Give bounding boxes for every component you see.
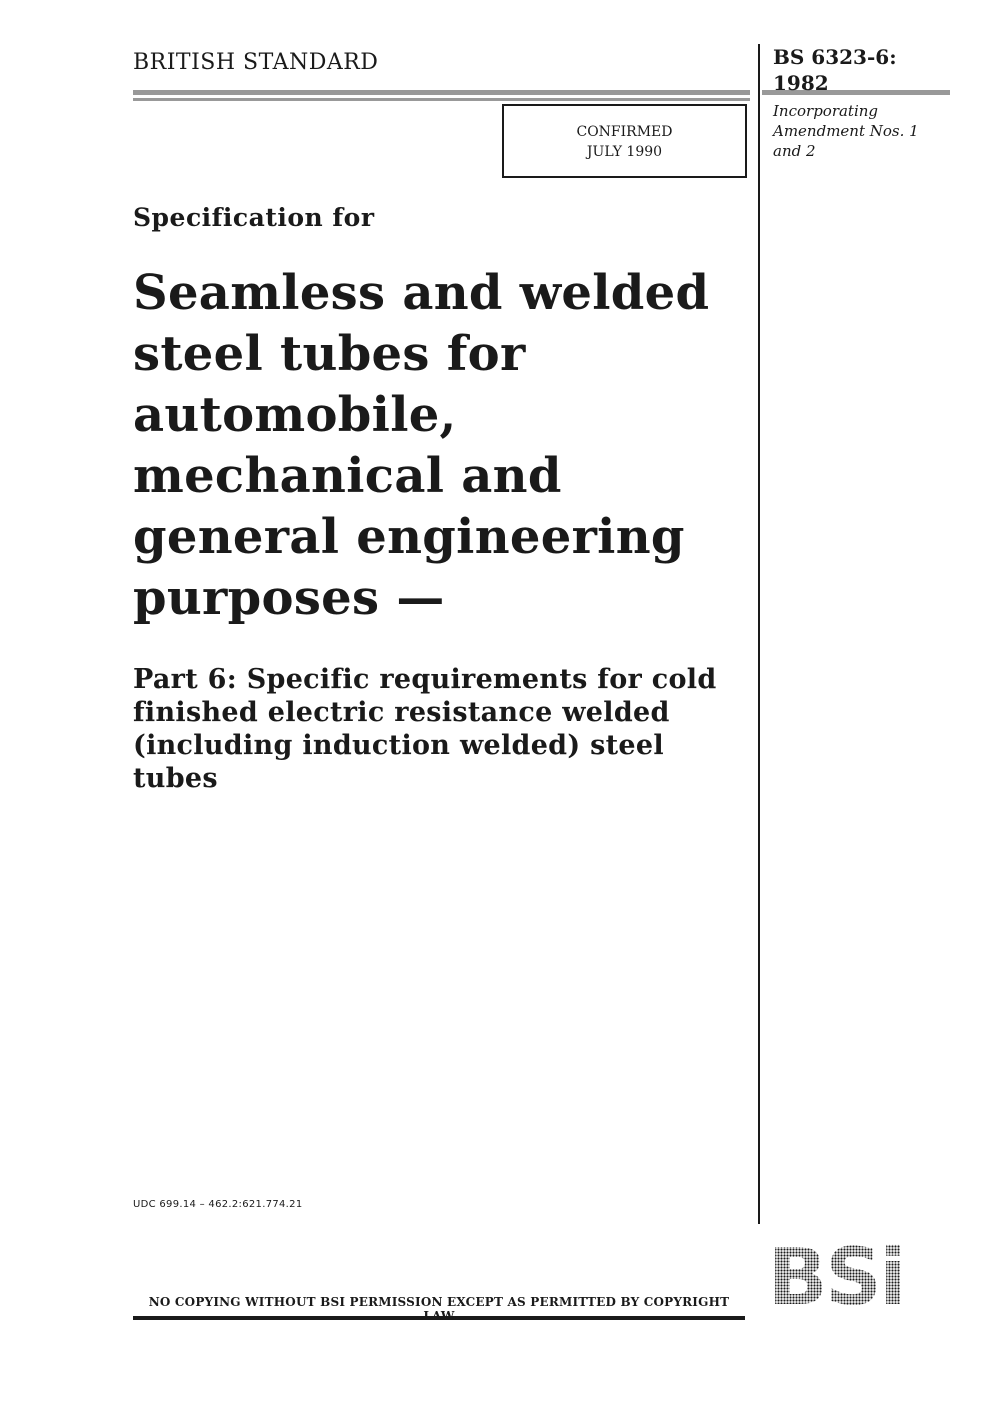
standard-number-code: BS 6323-6: [773,45,897,69]
standard-number [773,44,953,96]
column-divider [758,44,760,1224]
bsi-logo-icon [768,1242,946,1310]
udc-code: UDC 699.14 – 462.2:621.774.21 [133,1199,303,1210]
publication-type-label: BRITISH STANDARD [133,50,379,75]
amendment-note: Incorporating Amendment Nos. 1 and 2 [773,102,919,160]
part-title: Part 6: Specific requirements for cold finished electric resistance welded (including induction welded) steel tubes [133,664,717,794]
confirmed-date: JULY 1990 [586,144,663,160]
header-rule-thick [133,90,750,95]
standard-number-year: 1982 [773,71,829,95]
confirmed-stamp [502,104,747,178]
bsi-logo-text: BSi [768,1242,905,1310]
copyright-notice: NO COPYING WITHOUT BSI PERMISSION EXCEPT AS PERMITTED BY COPYRIGHT [148,1295,730,1309]
specification-heading: Specification for [133,203,375,232]
footer-rule [133,1316,745,1320]
header-rule-thin [133,98,750,101]
document-title: Seamless and welded steel tubes for automobile, mechanical and general engineering purposes — [133,265,710,626]
confirmed-label: CONFIRMED [576,124,673,140]
